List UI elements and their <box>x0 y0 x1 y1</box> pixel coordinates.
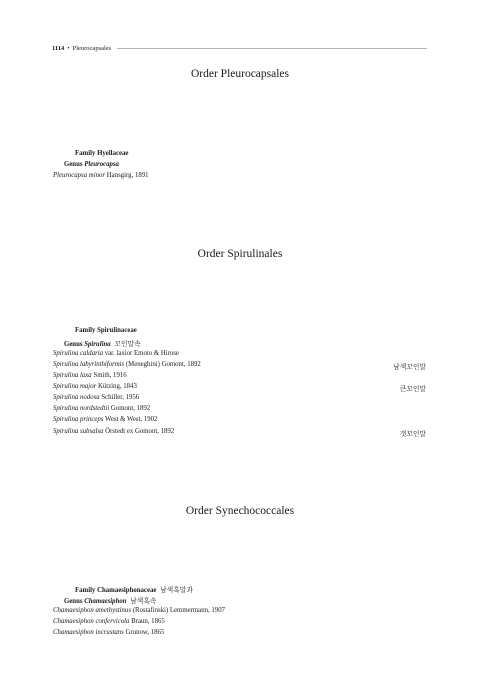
species-author: Braun, 1865 <box>131 618 165 625</box>
genus-heading <box>64 595 157 605</box>
genus-korean-name: 남색혹속 <box>130 598 157 605</box>
species-row <box>53 361 428 372</box>
species-korean-name: 남색꼬인말 <box>393 364 426 371</box>
species-author: var. laxior Emoto & Hirose <box>104 350 179 357</box>
species-name: Spirulina laxa <box>53 372 92 379</box>
species-author: Grunow, 1865 <box>125 629 165 636</box>
species-name: Pleurocapsa minor <box>53 172 106 179</box>
genus-prefix: Genus <box>64 341 83 348</box>
species-row <box>53 416 428 427</box>
header-bullet: • <box>67 44 70 52</box>
species-author: Smith, 1916 <box>93 372 127 379</box>
species-author: (Rostafinski) Lemmermann, 1907 <box>132 607 225 614</box>
family-name: Family Chamaesiphonaceae <box>75 587 157 594</box>
genus-name: Pleurocapsa <box>84 161 119 168</box>
species-name: Chamaesiphon amethystinus <box>53 607 131 614</box>
species-row <box>53 629 428 640</box>
genus-heading <box>64 338 141 348</box>
family-heading <box>75 150 128 157</box>
species-name: Chamaesiphon confervicola <box>53 618 130 625</box>
species-name: Spirulina subsalsa <box>53 428 104 435</box>
species-author: Gomont, 1892 <box>110 405 151 412</box>
species-row <box>53 172 428 183</box>
running-title: Pleurocapsales <box>72 44 112 52</box>
species-name: Spirulina nodosa <box>53 394 100 401</box>
genus-heading <box>64 161 119 168</box>
species-author: West & West, 1902 <box>105 416 158 423</box>
species-author: Schiller, 1956 <box>101 394 140 401</box>
species-name: Spirulina labyrinthiformis <box>53 361 125 368</box>
species-row <box>53 405 428 416</box>
species-row <box>53 383 428 394</box>
genus-prefix: Genus <box>64 161 83 168</box>
species-name: Spirulina caldaria <box>53 350 104 357</box>
order-heading: Order Pleurocapsales <box>190 68 290 80</box>
species-name: Spirulina princeps <box>53 416 104 423</box>
species-author: Örstedt ex Gomont, 1892 <box>105 428 175 435</box>
species-name: Spirulina nordstedtii <box>53 405 110 412</box>
species-row <box>53 607 428 618</box>
family-heading <box>75 584 193 594</box>
species-korean-name: 갯꼬인말 <box>399 431 426 438</box>
order-heading: Order Synechococcales <box>185 505 295 517</box>
family-korean-name: 남색혹말과 <box>160 587 193 594</box>
genus-name: Chamaesiphon <box>84 598 127 605</box>
species-name: Chamaesiphon incrustans <box>53 629 124 636</box>
species-row <box>53 618 428 629</box>
species-korean-name: 큰꼬인말 <box>399 386 426 393</box>
species-row <box>53 428 428 439</box>
header-rule <box>117 48 427 49</box>
genus-korean-name: 꼬인말속 <box>114 341 141 348</box>
running-header <box>52 43 427 53</box>
family-heading <box>75 327 137 334</box>
page-number: 1114 <box>52 44 65 52</box>
species-row <box>53 350 428 361</box>
species-name: Spirulina major <box>53 383 97 390</box>
family-name: Family Hyellaceae <box>75 150 129 157</box>
genus-name: Spirulina <box>84 341 111 348</box>
species-author: (Meneghini) Gomont, 1892 <box>125 361 201 368</box>
family-name: Family Spirulinaceae <box>75 327 137 334</box>
species-row <box>53 394 428 405</box>
species-author: Kützing, 1843 <box>97 383 137 390</box>
order-heading: Order Spirulinales <box>197 248 283 260</box>
species-author: Hansgirg, 1891 <box>106 172 149 179</box>
species-row <box>53 372 428 383</box>
genus-prefix: Genus <box>64 598 83 605</box>
